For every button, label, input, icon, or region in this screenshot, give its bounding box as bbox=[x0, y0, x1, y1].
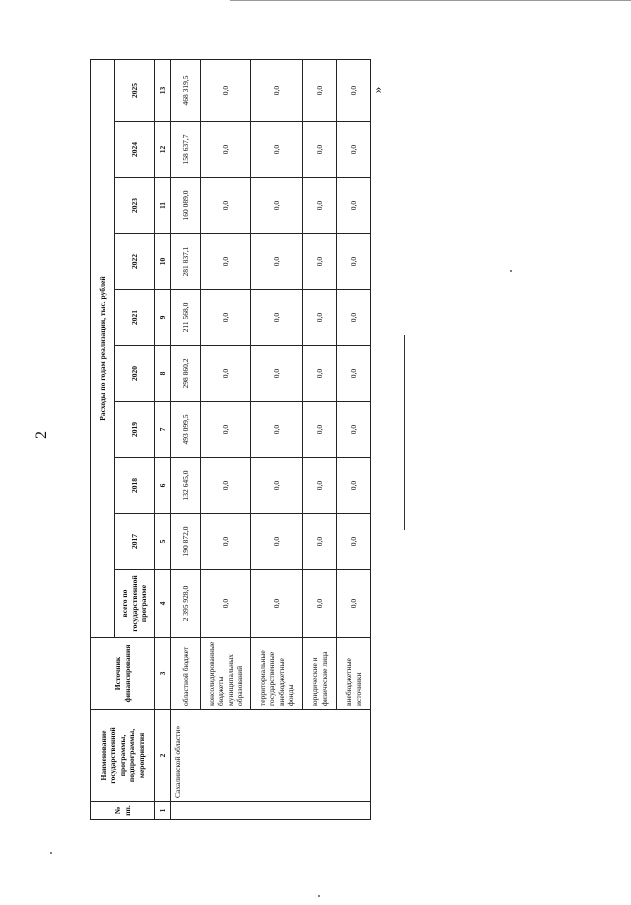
column-number: 13 bbox=[155, 60, 171, 122]
header-total: всего по государственной программе bbox=[115, 570, 155, 638]
value-cell: 0,0 bbox=[337, 290, 371, 346]
value-cell: 211 568,0 bbox=[171, 290, 201, 346]
source-cell: внебюджетные источники bbox=[337, 638, 371, 710]
total-cell: 0,0 bbox=[303, 570, 337, 638]
value-cell: 0,0 bbox=[337, 514, 371, 570]
value-cell: 0,0 bbox=[303, 402, 337, 458]
value-cell: 298 860,2 bbox=[171, 346, 201, 402]
value-cell: 0,0 bbox=[251, 290, 303, 346]
header-source: Источник финансирования bbox=[91, 638, 155, 710]
column-number: 1 bbox=[155, 802, 171, 820]
header-year: 2025 bbox=[115, 60, 155, 122]
value-cell: 0,0 bbox=[201, 402, 251, 458]
row-num bbox=[171, 802, 371, 820]
column-number: 5 bbox=[155, 514, 171, 570]
value-cell: 0,0 bbox=[251, 122, 303, 178]
value-cell: 0,0 bbox=[201, 60, 251, 122]
column-number: 9 bbox=[155, 290, 171, 346]
value-cell: 0,0 bbox=[303, 178, 337, 234]
value-cell: 0,0 bbox=[303, 514, 337, 570]
column-number: 12 bbox=[155, 122, 171, 178]
speck bbox=[50, 852, 52, 854]
column-number: 8 bbox=[155, 346, 171, 402]
table-row bbox=[303, 60, 337, 820]
value-cell: 0,0 bbox=[337, 178, 371, 234]
value-cell: 0,0 bbox=[337, 60, 371, 122]
value-cell: 0,0 bbox=[201, 514, 251, 570]
value-cell: 132 645,0 bbox=[171, 458, 201, 514]
header-year: 2023 bbox=[115, 178, 155, 234]
header-year: 2020 bbox=[115, 346, 155, 402]
table-row bbox=[337, 60, 371, 820]
value-cell: 0,0 bbox=[303, 234, 337, 290]
continuation-mark: » bbox=[369, 86, 385, 94]
value-cell: 0,0 bbox=[251, 346, 303, 402]
value-cell: 0,0 bbox=[251, 234, 303, 290]
table-row bbox=[171, 60, 201, 820]
header-year: 2022 bbox=[115, 234, 155, 290]
header-year: 2021 bbox=[115, 290, 155, 346]
value-cell: 0,0 bbox=[201, 346, 251, 402]
value-cell: 493 099,5 bbox=[171, 402, 201, 458]
value-cell: 0,0 bbox=[303, 290, 337, 346]
value-cell: 190 872,0 bbox=[171, 514, 201, 570]
header-years-group: Расходы по годам реализации, тыс. рублей bbox=[91, 60, 115, 638]
header-year: 2019 bbox=[115, 402, 155, 458]
speck bbox=[318, 895, 320, 897]
column-number: 11 bbox=[155, 178, 171, 234]
total-cell: 2 395 928,0 bbox=[171, 570, 201, 638]
header-year: 2024 bbox=[115, 122, 155, 178]
value-cell: 0,0 bbox=[337, 122, 371, 178]
value-cell: 0,0 bbox=[303, 60, 337, 122]
page-number: 2 bbox=[33, 431, 50, 439]
value-cell: 0,0 bbox=[251, 60, 303, 122]
value-cell: 160 089,0 bbox=[171, 178, 201, 234]
budget-table bbox=[90, 59, 371, 820]
table-row bbox=[201, 60, 251, 820]
value-cell: 0,0 bbox=[337, 346, 371, 402]
value-cell: 0,0 bbox=[303, 122, 337, 178]
source-cell: территориальные государственные внебюджетные фонды bbox=[251, 638, 303, 710]
value-cell: 0,0 bbox=[201, 122, 251, 178]
value-cell: 0,0 bbox=[201, 234, 251, 290]
value-cell: 281 837,1 bbox=[171, 234, 201, 290]
value-cell: 158 637,7 bbox=[171, 122, 201, 178]
value-cell: 0,0 bbox=[251, 178, 303, 234]
total-cell: 0,0 bbox=[201, 570, 251, 638]
value-cell: 0,0 bbox=[201, 458, 251, 514]
column-number: 6 bbox=[155, 458, 171, 514]
total-cell: 0,0 bbox=[337, 570, 371, 638]
value-cell: 0,0 bbox=[303, 346, 337, 402]
value-cell: 0,0 bbox=[201, 178, 251, 234]
header-year: 2017 bbox=[115, 514, 155, 570]
column-number: 3 bbox=[155, 638, 171, 710]
header-year: 2018 bbox=[115, 458, 155, 514]
value-cell: 0,0 bbox=[251, 402, 303, 458]
value-cell: 0,0 bbox=[337, 402, 371, 458]
value-cell: 468 319,5 bbox=[171, 60, 201, 122]
source-cell: областной бюджет bbox=[171, 638, 201, 710]
speck bbox=[510, 270, 512, 272]
total-cell: 0,0 bbox=[251, 570, 303, 638]
row-name: Сахалинской области» bbox=[171, 710, 371, 802]
column-number: 4 bbox=[155, 570, 171, 638]
value-cell: 0,0 bbox=[251, 458, 303, 514]
value-cell: 0,0 bbox=[201, 290, 251, 346]
table-row bbox=[251, 60, 303, 820]
header-name: Наименование государственной программы, подпрограммы, мероприятия bbox=[91, 710, 155, 802]
top-edge-line bbox=[230, 0, 631, 1]
value-cell: 0,0 bbox=[337, 458, 371, 514]
source-cell: консолидированные бюджеты муниципальных образований bbox=[201, 638, 251, 710]
value-cell: 0,0 bbox=[303, 458, 337, 514]
value-cell: 0,0 bbox=[251, 514, 303, 570]
column-number: 7 bbox=[155, 402, 171, 458]
value-cell: 0,0 bbox=[337, 234, 371, 290]
rotated-table-container bbox=[90, 60, 370, 820]
source-cell: юридические и физические лица bbox=[303, 638, 337, 710]
header-num: № пп. bbox=[91, 802, 155, 820]
column-number: 2 bbox=[155, 710, 171, 802]
separator-line bbox=[404, 335, 405, 530]
column-number: 10 bbox=[155, 234, 171, 290]
